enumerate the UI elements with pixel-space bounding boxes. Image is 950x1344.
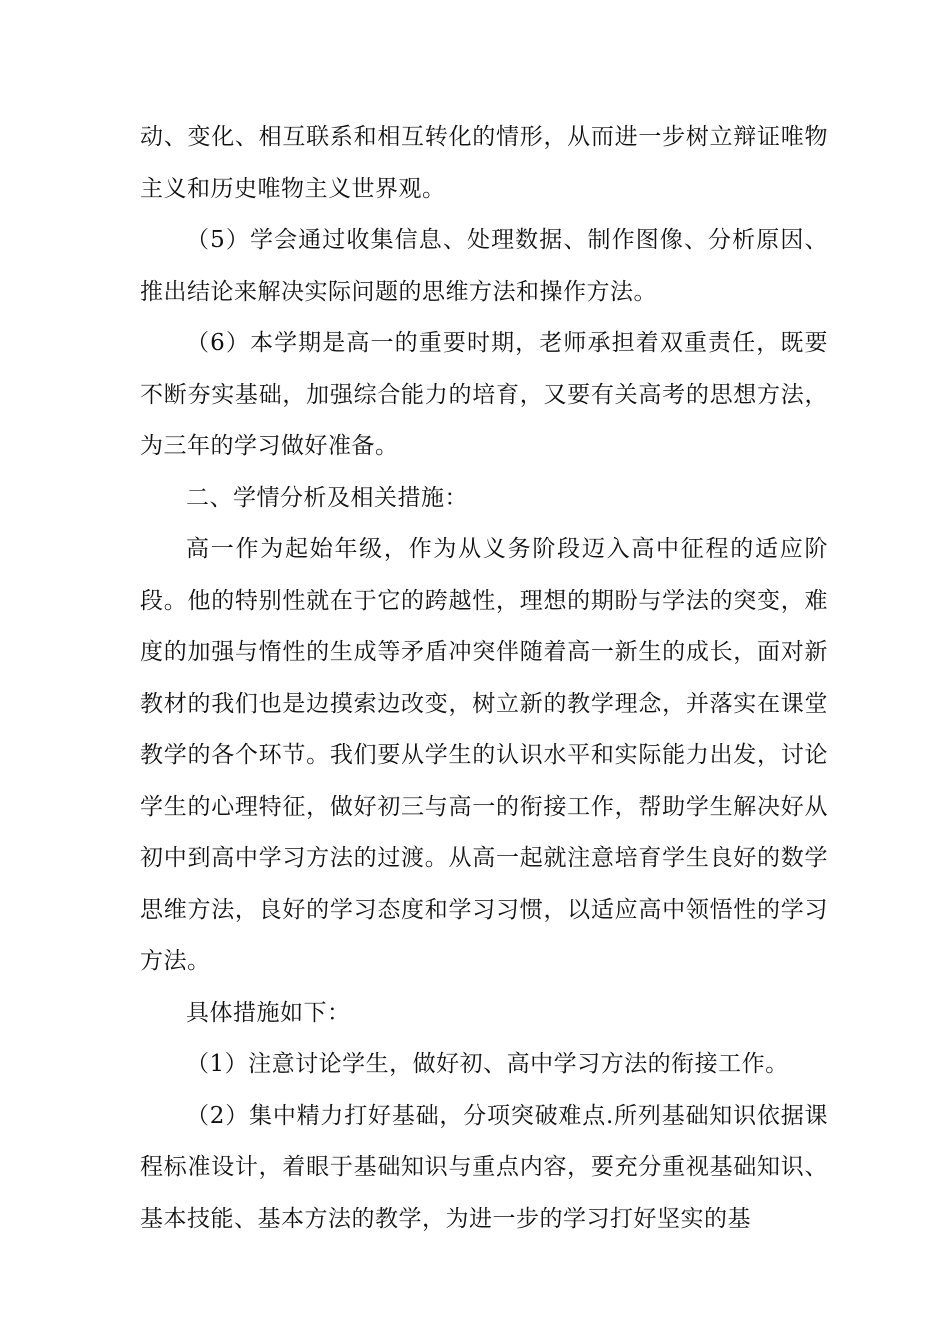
paragraph-measure-1: （1）注意讨论学生，做好初、高中学习方法的衔接工作。 [186, 1051, 789, 1077]
paragraph-measure-2: （2）集中精力打好基础，分项突破难点.所列基础知识依据课程标准设计，着眼于基础知识与重点内容，要充分重视基础知识、基本技能、基本方法的教学，为进一步的学习打好坚实的基 [140, 1102, 828, 1232]
paragraph-item-6: （6）本学期是高一的重要时期，老师承担着双重责任，既要不断夯实基础，加强综合能力的培育，又要有关高考的思想方法，为三年的学习做好准备。 [140, 330, 828, 459]
paragraph-analysis: 高一作为起始年级，作为从义务阶段迈入高中征程的适应阶段。他的特别性就在于它的跨越性，理想的期盼与学法的突变，难度的加强与惰性的生成等矛盾冲突伴随着高一新生的成长，面对新教材的我们也是边摸索边改变，树立新的教学理念，并落实在课堂教学的各个环节。我们要从学生的认识水平和实际能力出发，讨论学生的心理特征，做好初三与高一的衔接工作，帮助学生解决好从初中到高中学习方法的过渡。从高一起就注意培育学生良好的数学思维方法，良好的学习态度和学习习惯，以适应高中领悟性的学习方法。 [140, 536, 828, 974]
paragraph-item-5: （5）学会通过收集信息、处理数据、制作图像、分析原因、推出结论来解决实际问题的思维方法和操作方法。 [140, 227, 828, 305]
paragraph-continuation: 动、变化、相互联系和相互转化的情形，从而进一步树立辩证唯物主义和历史唯物主义世界观。 [140, 124, 828, 202]
paragraph-measures-intro: 具体措施如下： [186, 999, 351, 1026]
section-heading-learning-analysis: 二、学情分析及相关措施： [186, 484, 468, 511]
document-body [140, 112, 828, 1245]
